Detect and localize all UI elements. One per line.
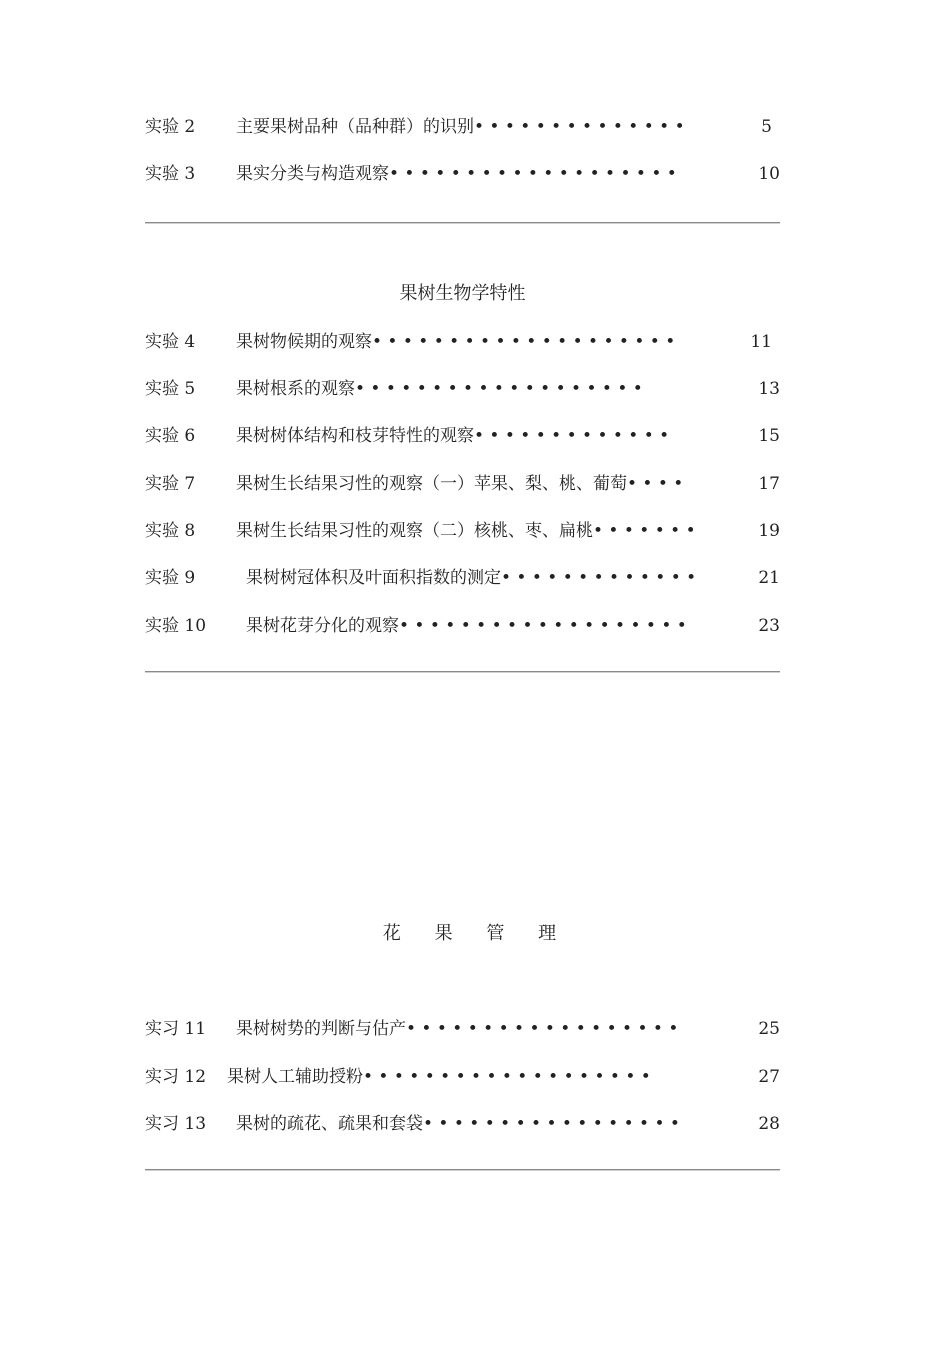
entry-title: 主要果树品种（品种群）的识别• • • • • • • • • • • • • • [236, 117, 685, 137]
entry-title: 果树的疏花、疏果和套袋• • • • • • • • • • • • • • • • • [236, 1114, 680, 1134]
entry-label: 实验 3 [145, 164, 196, 184]
entry-title: 果树树体结构和枝芽特性的观察• • • • • • • • • • • • • [236, 426, 670, 446]
entry-page-number: 17 [758, 474, 780, 494]
leader-dots: • • • • • • • • • • • • • • • • • [423, 1114, 680, 1134]
entry-title: 果树树势的判断与估产• • • • • • • • • • • • • • • • • • [236, 1019, 679, 1039]
leader-dots: • • • • • • • • • • • • • [474, 426, 670, 446]
entry-page-number: 11 [750, 332, 772, 352]
toc-entry[interactable] [145, 517, 780, 545]
section-divider [145, 1169, 780, 1171]
entry-label: 实验 5 [145, 379, 196, 399]
entry-page-number: 23 [758, 616, 780, 636]
entry-title: 果树生长结果习性的观察（一）苹果、梨、桃、葡萄• • • • [236, 474, 684, 494]
entry-title: 果树生长结果习性的观察（二）核桃、枣、扁桃• • • • • • • [236, 521, 696, 541]
entry-page-number: 28 [758, 1114, 780, 1134]
section-title: 果树生物学特性 [399, 283, 526, 304]
entry-page-number: 10 [758, 164, 780, 184]
entry-label: 实验 2 [145, 117, 196, 137]
section-divider [145, 671, 780, 673]
leader-dots: • • • • • • • • • • • • • • • • • • • [389, 164, 677, 184]
toc-entry[interactable] [145, 375, 780, 403]
entry-page-number: 19 [758, 521, 780, 541]
leader-dots: • • • • • • • • • • • • • • • • • • • [399, 616, 687, 636]
toc-entry[interactable] [145, 422, 780, 450]
leader-dots: • • • • [627, 474, 684, 494]
toc-entry[interactable] [145, 470, 780, 498]
entry-label: 实验 8 [145, 521, 196, 541]
entry-page-number: 15 [758, 426, 780, 446]
leader-dots: • • • • • • • • • • • • • • • • • • • [363, 1067, 651, 1087]
leader-dots: • • • • • • • • • • • • • [501, 568, 697, 588]
entry-label: 实习 12 [145, 1067, 207, 1087]
entry-label: 实验 7 [145, 474, 196, 494]
entry-title: 果实分类与构造观察• • • • • • • • • • • • • • • • • • • [236, 164, 677, 184]
entry-label: 实验 9 [145, 568, 196, 588]
leader-dots: • • • • • • • • • • • • • • • • • • • [355, 379, 643, 399]
entry-title: 果树花芽分化的观察• • • • • • • • • • • • • • • • • • • [246, 616, 687, 636]
toc-entry[interactable] [145, 1063, 780, 1091]
entry-label: 实习 13 [145, 1114, 207, 1134]
entry-title: 果树人工辅助授粉• • • • • • • • • • • • • • • • • • • [227, 1067, 651, 1087]
toc-entry[interactable] [145, 612, 780, 640]
leader-dots: • • • • • • • • • • • • • • [474, 117, 685, 137]
toc-entry[interactable] [145, 1110, 780, 1138]
entry-label: 实验 6 [145, 426, 196, 446]
toc-entry[interactable] [145, 1015, 780, 1043]
toc-entry[interactable] [145, 113, 780, 141]
entry-label: 实习 11 [145, 1019, 207, 1039]
leader-dots: • • • • • • • • • • • • • • • • • • • • [372, 332, 676, 352]
entry-label: 实验 10 [145, 616, 207, 636]
leader-dots: • • • • • • • [593, 521, 696, 541]
section-divider [145, 222, 780, 224]
entry-page-number: 13 [758, 379, 780, 399]
toc-entry[interactable] [145, 328, 780, 356]
leader-dots: • • • • • • • • • • • • • • • • • • [406, 1019, 679, 1039]
entry-page-number: 27 [758, 1067, 780, 1087]
section-title: 花 果 管 理 [382, 923, 571, 944]
toc-entry[interactable] [145, 160, 780, 188]
entry-label: 实验 4 [145, 332, 196, 352]
entry-page-number: 21 [758, 568, 780, 588]
entry-page-number: 5 [761, 117, 772, 137]
entry-title: 果树树冠体积及叶面积指数的测定• • • • • • • • • • • • • [246, 568, 697, 588]
entry-title: 果树物候期的观察• • • • • • • • • • • • • • • • • • • • [236, 332, 676, 352]
toc-entry[interactable] [145, 564, 780, 592]
entry-title: 果树根系的观察• • • • • • • • • • • • • • • • • • • [236, 379, 643, 399]
entry-page-number: 25 [758, 1019, 780, 1039]
